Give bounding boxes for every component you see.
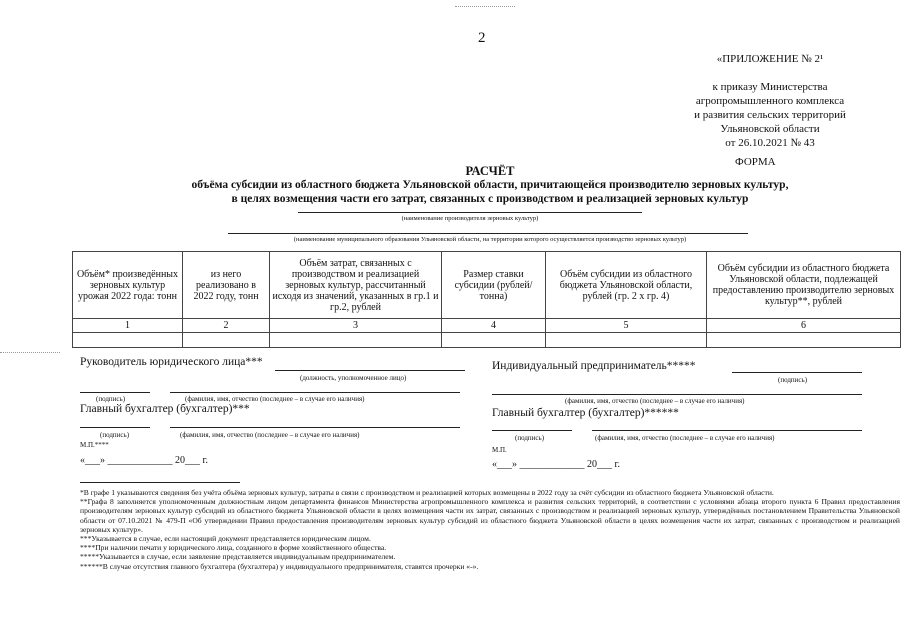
footnote: ***Указывается в случае, если настоящий документ представляется юридическим лицом. — [80, 534, 371, 544]
heading-title: РАСЧЁТ — [465, 164, 515, 178]
entrepreneur-label: Индивидуальный предприниматель***** — [492, 360, 696, 372]
date-field[interactable]: «___» _____________ 20___ г. — [492, 459, 620, 470]
table-header-cell: Объём* произведённых зерновых культур урожая 2022 года: тонн — [73, 252, 183, 319]
calculation-table — [72, 251, 901, 348]
appendix-line: агропромышленного комплекса — [695, 95, 845, 107]
producer-caption: (наименование производителя зерновых культур) — [401, 215, 539, 222]
name-line[interactable] — [592, 430, 862, 431]
date-field[interactable]: «___» _____________ 20___ г. — [80, 455, 208, 466]
column-number: 1 — [73, 319, 183, 333]
column-number: 2 — [183, 319, 270, 333]
appendix-title: «ПРИЛОЖЕНИЕ № 2¹ — [716, 53, 824, 65]
table-cell[interactable] — [546, 333, 707, 348]
page-number: 2 — [478, 30, 486, 46]
column-number: 5 — [546, 319, 707, 333]
scan-artifact — [455, 6, 515, 7]
table-cell[interactable] — [183, 333, 270, 348]
column-number: 4 — [442, 319, 546, 333]
scan-artifact — [0, 352, 60, 353]
signature-line[interactable] — [492, 430, 572, 431]
signature-caption: (подпись) — [515, 434, 545, 442]
table-header-row — [73, 252, 901, 319]
name-line[interactable] — [492, 394, 862, 395]
position-caption: (должность, уполномоченное лицо) — [300, 374, 407, 382]
name-line[interactable] — [170, 427, 460, 428]
name-caption: (фамилия, имя, отчество (последнее – в случае его наличия) — [595, 434, 775, 442]
name-line[interactable] — [170, 392, 460, 393]
producer-line — [298, 212, 642, 213]
signature-line[interactable] — [732, 372, 862, 373]
signature-caption: (подпись) — [96, 395, 126, 403]
table-empty-row — [73, 333, 901, 348]
table-header-cell: Объём субсидии из областного бюджета Ульяновской области, подлежащей предоставлению производителю зерновых культур**, рублей — [707, 252, 901, 319]
signature-caption: (подпись) — [100, 431, 130, 439]
footnote: **Графа 8 заполняется уполномоченным должностным лицом департамента финансов Министерства агропромышленного комплекса и развития сельских территорий, в соответствии с условиями абзаца второго пункта 6 Правил предоставления производителям зерновых культур субсидий из областного бюджета Ульяновской области в целях возмещения части их затрат, связанных с производством и реализацией зерновых культур, утверждённых постановлением Правительства Ульяновской области от 07.10.2021 № 479-П «Об утверждении Правил предоставления производителям зерновых культур субсидий из областного бюджета Ульяновской области в целях возмещения части их затрат, связанных с производством и реализацией зерновых культур». — [80, 497, 900, 534]
signature-caption: (подпись) — [778, 376, 808, 384]
table-cell[interactable] — [73, 333, 183, 348]
name-caption: (фамилия, имя, отчество (последнее – в случае его наличия) — [565, 397, 745, 405]
appendix-line: к приказу Министерства — [712, 81, 828, 93]
footnote: *****Указывается в случае, если заявление представляется индивидуальным предпринимателем. — [80, 552, 396, 562]
table-header-cell: из него реализовано в 2022 году, тонн — [183, 252, 270, 319]
chief-accountant-label: Главный бухгалтер (бухгалтер)*** — [80, 403, 250, 415]
table-header-cell: Объём субсидии из областного бюджета Ульяновской области, рублей (гр. 2 х гр. 4) — [546, 252, 707, 319]
ip-accountant-label: Главный бухгалтер (бухгалтер)****** — [492, 407, 679, 419]
appendix-line: Ульяновской области — [720, 123, 820, 135]
signature-line[interactable] — [80, 392, 150, 393]
signature-line[interactable] — [80, 427, 150, 428]
footnotes — [80, 488, 900, 571]
table-header-cell: Объём затрат, связанных с производством и реализацией зерновых культур, рассчитанный исходя из значений, указанных в гр.1 и гр.2, рублей — [270, 252, 442, 319]
heading-line: в целях возмещения части его затрат, связанных с производством и реализацией зерновых культур — [231, 193, 749, 205]
footnote-separator — [80, 482, 240, 483]
table-cell[interactable] — [442, 333, 546, 348]
stamp-placeholder: М.П.**** — [80, 441, 109, 449]
stamp-placeholder: М.П. — [492, 446, 507, 454]
table-cell[interactable] — [707, 333, 901, 348]
document-heading — [80, 164, 900, 206]
legal-entity-head-label: Руководитель юридического лица*** — [80, 356, 263, 368]
table-cell[interactable] — [270, 333, 442, 348]
column-number: 6 — [707, 319, 901, 333]
footnote: *В графе 1 указываются сведения без учёта объёма зерновых культур, затраты в связи с производством и реализацией которых возмещены в 2022 году за счёт субсидии из областного бюджета Ульяновской области. — [80, 488, 774, 497]
municipality-line — [228, 233, 748, 234]
table-header-cell: Размер ставки субсидии (рублей/тонна) — [442, 252, 546, 319]
footnote: ******В случае отсутствия главного бухгалтера (бухгалтера) у индивидуального предпринимателя, ставятся прочерки «-». — [80, 561, 479, 571]
position-line[interactable] — [275, 370, 465, 371]
footnote: ****При наличии печати у юридического лица, созданного в форме хозяйственного общества. — [80, 543, 387, 553]
form-label: ФОРМА — [735, 156, 776, 168]
appendix-line: и развития сельских территорий — [694, 109, 846, 121]
name-caption: (фамилия, имя, отчество (последнее – в случае его наличия) — [185, 395, 365, 403]
heading-line: объёма субсидии из областного бюджета Ульяновской области, причитающейся производителю зерновых культур, — [191, 179, 789, 191]
column-number: 3 — [270, 319, 442, 333]
table-number-row — [73, 319, 901, 333]
appendix-block — [640, 52, 900, 150]
name-caption: (фамилия, имя, отчество (последнее – в случае его наличия) — [180, 431, 360, 439]
municipality-caption: (наименование муниципального образования Ульяновской области, на территории которого осуществляется производство зерновых культур) — [293, 236, 687, 243]
appendix-line: от 26.10.2021 № 43 — [725, 137, 815, 149]
